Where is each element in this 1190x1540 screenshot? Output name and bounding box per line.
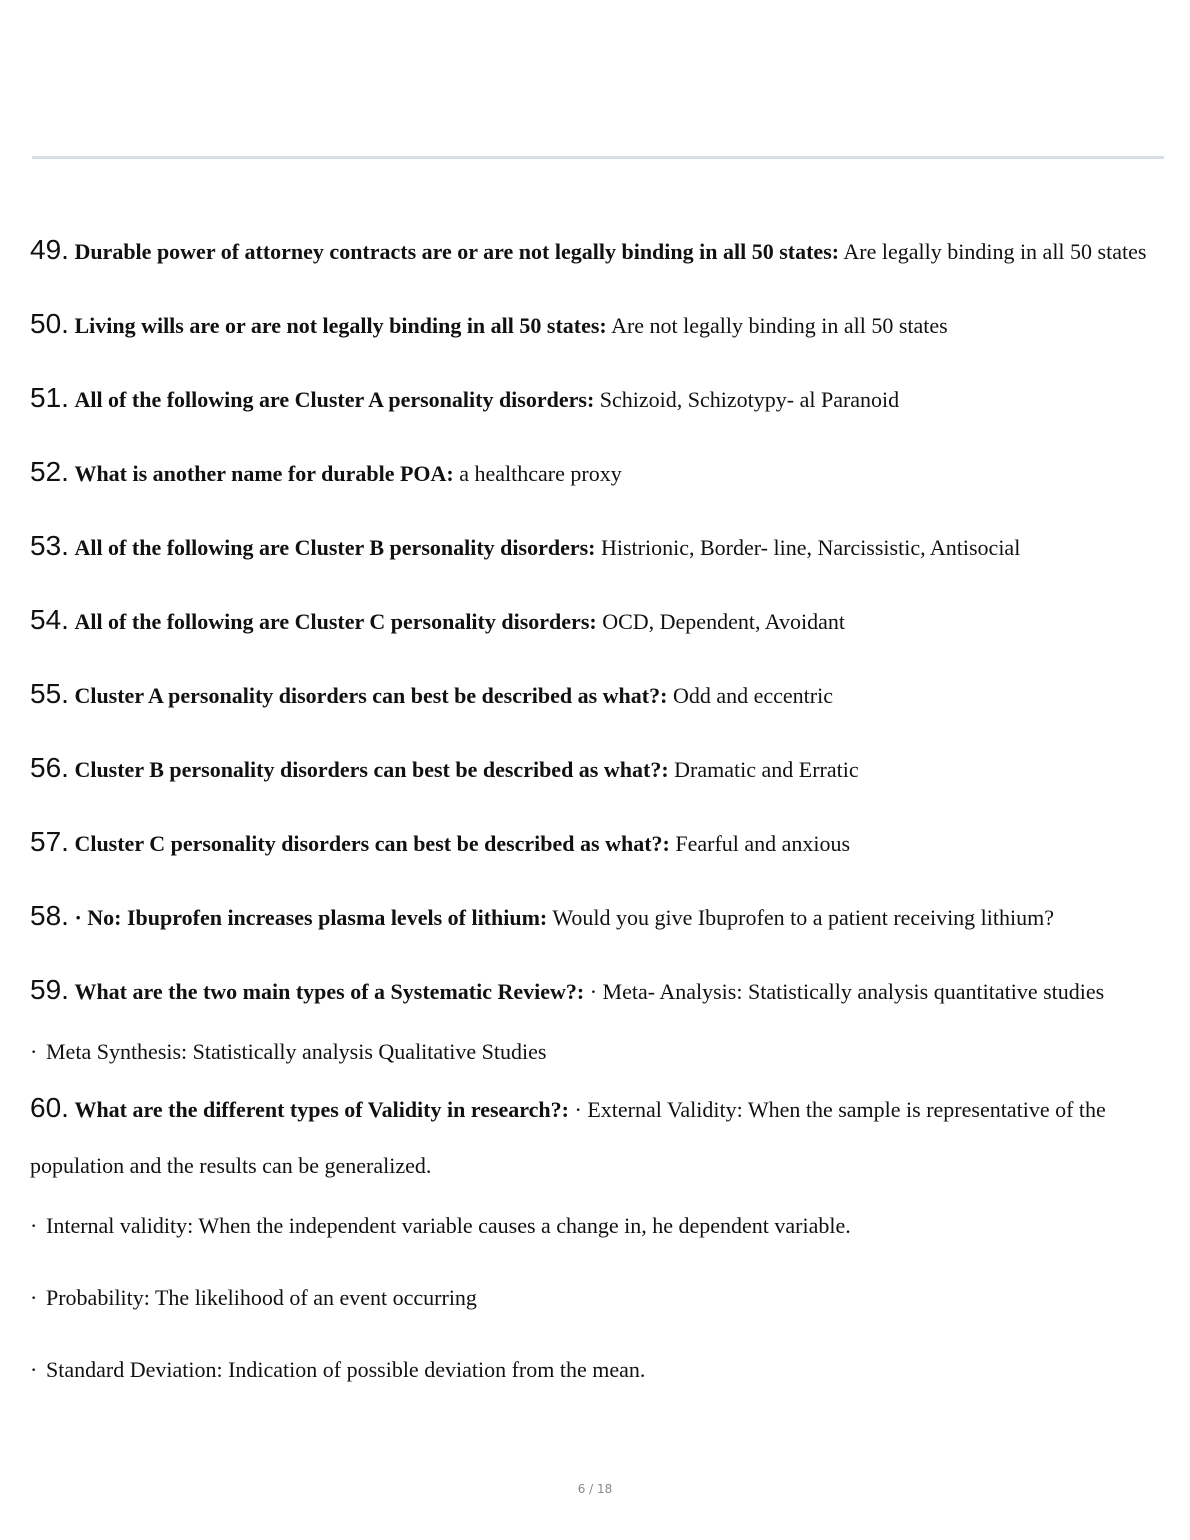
item-answer: Are not legally binding in all 50 states [611, 313, 948, 338]
list-item [30, 814, 1170, 872]
item-answer: · External Validity: When the sample is representative of the population and the results can be generalized. [30, 1097, 1106, 1178]
item-number: 58. [30, 900, 69, 931]
item-answer: Dramatic and Erratic [674, 757, 859, 782]
item-number: 49. [30, 234, 69, 265]
item-question: Cluster C personality disorders can best be described as what?: [74, 831, 670, 856]
list-item [30, 1080, 1170, 1194]
item-number: 56. [30, 752, 69, 783]
item-number: 52. [30, 456, 69, 487]
list-item [30, 962, 1170, 1020]
item-number: 55. [30, 678, 69, 709]
bullet-icon: · [30, 1213, 38, 1238]
item-question: What is another name for durable POA: [74, 461, 454, 486]
item-question: Living wills are or are not legally binding in all 50 states: [74, 313, 607, 338]
list-item [30, 444, 1170, 502]
item-question: What are the different types of Validity in research?: [74, 1097, 569, 1122]
item-question: All of the following are Cluster C personality disorders: [74, 609, 597, 634]
bullet-icon: · [30, 1039, 38, 1064]
item-question: Cluster A personality disorders can best be described as what?: [74, 683, 668, 708]
item-answer: a healthcare proxy [459, 461, 622, 486]
header-divider [32, 156, 1164, 159]
item-number: 54. [30, 604, 69, 635]
sub-bullet [30, 1342, 1170, 1398]
list-item [30, 222, 1170, 280]
list-item [30, 666, 1170, 724]
sub-bullet [30, 1024, 1170, 1080]
sub-bullet-text: Internal validity: When the independent variable causes a change in, he dependent variable. [46, 1213, 851, 1238]
sub-bullet-text: Standard Deviation: Indication of possible deviation from the mean. [46, 1357, 646, 1382]
item-number: 57. [30, 826, 69, 857]
item-question: Durable power of attorney contracts are or are not legally binding in all 50 states: [74, 239, 840, 264]
list-item [30, 592, 1170, 650]
item-number: 59. [30, 974, 69, 1005]
item-number: 51. [30, 382, 69, 413]
item-answer: Are legally binding in all 50 states [843, 239, 1147, 264]
item-number: 53. [30, 530, 69, 561]
item-answer: Fearful and anxious [675, 831, 851, 856]
item-number: 60. [30, 1092, 69, 1123]
item-answer: Odd and eccentric [672, 683, 833, 708]
page-indicator: 6 / 18 [577, 1482, 613, 1496]
list-item [30, 370, 1170, 428]
item-answer: OCD, Dependent, Avoidant [602, 609, 845, 634]
item-answer: Histrionic, Border- line, Narcissistic, Antisocial [601, 535, 1021, 560]
bullet-icon: · [30, 1285, 38, 1310]
list-item [30, 740, 1170, 798]
list-item [30, 888, 1170, 946]
item-question: All of the following are Cluster A personality disorders: [74, 387, 595, 412]
sub-bullet [30, 1198, 1170, 1254]
sub-bullet-text: Meta Synthesis: Statistically analysis Qualitative Studies [46, 1039, 547, 1064]
bullet-icon: · [30, 1357, 38, 1382]
item-number: 50. [30, 308, 69, 339]
list-item [30, 518, 1170, 576]
sub-bullet-text: Probability: The likelihood of an event occurring [46, 1285, 477, 1310]
item-answer: Would you give Ibuprofen to a patient receiving lithium? [552, 905, 1055, 930]
qa-list [30, 222, 1170, 1398]
item-question: Cluster B personality disorders can best be described as what?: [74, 757, 669, 782]
item-question: All of the following are Cluster B personality disorders: [74, 535, 596, 560]
item-answer: Schizoid, Schizotypy- al Paranoid [599, 387, 900, 412]
item-answer: · Meta- Analysis: Statistically analysis quantitative studies [589, 979, 1105, 1004]
item-question: What are the two main types of a Systematic Review?: [74, 979, 585, 1004]
item-question: · No: Ibuprofen increases plasma levels of lithium: [74, 905, 548, 930]
list-item [30, 296, 1170, 354]
sub-bullet [30, 1270, 1170, 1326]
